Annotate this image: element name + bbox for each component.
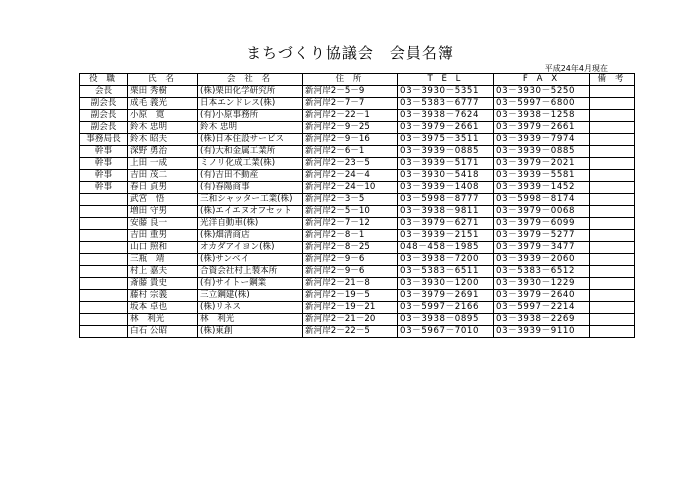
- table-row: [80, 230, 635, 242]
- cell-notes: [590, 122, 635, 134]
- cell-company: (株)畑清商店: [198, 230, 303, 242]
- cell-name: 栗田 秀樹: [128, 86, 198, 98]
- cell-fax: 03－5997－2214: [494, 302, 590, 314]
- cell-address: 新河岸2－24－10: [303, 182, 398, 194]
- cell-company: (株)エイエヌオフセット: [198, 206, 303, 218]
- table-row: [80, 86, 635, 98]
- cell-company: ミノリ化成工業(株): [198, 158, 303, 170]
- cell-name: 鈴木 忠明: [128, 122, 198, 134]
- cell-company: (株)日本住設サービス: [198, 134, 303, 146]
- cell-company: (株)リネス: [198, 302, 303, 314]
- cell-name: 春日 貞男: [128, 182, 198, 194]
- cell-company: 三和シャッター工業(株): [198, 194, 303, 206]
- cell-notes: [590, 278, 635, 290]
- cell-name: 坂本 卓也: [128, 302, 198, 314]
- cell-address: 新河岸2－8－1: [303, 230, 398, 242]
- cell-address: 新河岸2－9－16: [303, 134, 398, 146]
- cell-company: (株)東創: [198, 326, 303, 338]
- cell-company: (有)春陽商事: [198, 182, 303, 194]
- table-row: [80, 194, 635, 206]
- header-role: 役 職: [80, 74, 128, 86]
- cell-tel: 03－3979－2691: [398, 290, 494, 302]
- cell-fax: 03－3939－7974: [494, 134, 590, 146]
- cell-role: 副会長: [80, 98, 128, 110]
- cell-notes: [590, 86, 635, 98]
- cell-address: 新河岸2－21－20: [303, 314, 398, 326]
- cell-company: 日本エンドレス(株): [198, 98, 303, 110]
- cell-notes: [590, 254, 635, 266]
- cell-company: (有)吉田不動産: [198, 170, 303, 182]
- cell-name: 成毛 義光: [128, 98, 198, 110]
- cell-role: 幹事: [80, 158, 128, 170]
- cell-address: 新河岸2－3－5: [303, 194, 398, 206]
- table-row: [80, 314, 635, 326]
- table-row: [80, 254, 635, 266]
- cell-name: 白石 公昭: [128, 326, 198, 338]
- cell-name: 鈴木 昭夫: [128, 134, 198, 146]
- table-row: [80, 218, 635, 230]
- cell-role: [80, 194, 128, 206]
- cell-tel: 03－3939－0885: [398, 146, 494, 158]
- cell-address: 新河岸2－6－1: [303, 146, 398, 158]
- cell-notes: [590, 206, 635, 218]
- cell-role: 副会長: [80, 122, 128, 134]
- cell-company: 林 利光: [198, 314, 303, 326]
- cell-name: 林 利光: [128, 314, 198, 326]
- cell-fax: 03－3979－6099: [494, 218, 590, 230]
- cell-company: (有)大和金属工業所: [198, 146, 303, 158]
- cell-fax: 03－3939－9110: [494, 326, 590, 338]
- table-row: [80, 146, 635, 158]
- cell-address: 新河岸2－5－9: [303, 86, 398, 98]
- cell-fax: 03－5998－8174: [494, 194, 590, 206]
- cell-address: 新河岸2－9－25: [303, 122, 398, 134]
- cell-fax: 03－3979－2661: [494, 122, 590, 134]
- cell-tel: 03－3939－1408: [398, 182, 494, 194]
- cell-notes: [590, 158, 635, 170]
- cell-tel: 048－458－1985: [398, 242, 494, 254]
- cell-role: [80, 326, 128, 338]
- cell-name: 深野 勇治: [128, 146, 198, 158]
- cell-tel: 03－5997－2166: [398, 302, 494, 314]
- cell-role: 幹事: [80, 170, 128, 182]
- header-name: 氏 名: [128, 74, 198, 86]
- cell-fax: 03－3939－2060: [494, 254, 590, 266]
- table-header-row: [80, 74, 635, 86]
- table-row: [80, 278, 635, 290]
- cell-address: 新河岸2－9－6: [303, 254, 398, 266]
- header-fax: F A X: [494, 74, 590, 86]
- cell-company: (株)栗田化学研究所: [198, 86, 303, 98]
- cell-tel: 03－3938－9811: [398, 206, 494, 218]
- cell-role: 幹事: [80, 146, 128, 158]
- cell-fax: 03－3979－2640: [494, 290, 590, 302]
- cell-name: 三瓶 靖: [128, 254, 198, 266]
- cell-address: 新河岸2－7－7: [303, 98, 398, 110]
- cell-name: 増田 守男: [128, 206, 198, 218]
- table-row: [80, 326, 635, 338]
- cell-fax: 03－5997－6800: [494, 98, 590, 110]
- cell-notes: [590, 230, 635, 242]
- table-row: [80, 110, 635, 122]
- cell-role: [80, 230, 128, 242]
- cell-address: 新河岸2－21－8: [303, 278, 398, 290]
- cell-name: 吉田 重男: [128, 230, 198, 242]
- cell-notes: [590, 182, 635, 194]
- cell-fax: 03－3939－1452: [494, 182, 590, 194]
- cell-fax: 03－3930－5250: [494, 86, 590, 98]
- cell-notes: [590, 218, 635, 230]
- cell-address: 新河岸2－8－25: [303, 242, 398, 254]
- cell-company: 鈴木 忠明: [198, 122, 303, 134]
- cell-name: 上田 一成: [128, 158, 198, 170]
- cell-notes: [590, 134, 635, 146]
- cell-address: 新河岸2－23－5: [303, 158, 398, 170]
- cell-role: 副会長: [80, 110, 128, 122]
- cell-company: (有)サイトー鋼業: [198, 278, 303, 290]
- member-roster-table: [79, 73, 635, 338]
- cell-name: 村上 嘉夫: [128, 266, 198, 278]
- header-address: 住 所: [303, 74, 398, 86]
- cell-role: [80, 314, 128, 326]
- header-notes: 備 考: [590, 74, 635, 86]
- cell-company: オカダアイヨン(株): [198, 242, 303, 254]
- cell-fax: 03－3939－0885: [494, 146, 590, 158]
- cell-company: (株)サンベイ: [198, 254, 303, 266]
- cell-tel: 03－3930－5351: [398, 86, 494, 98]
- cell-name: 小原 寛: [128, 110, 198, 122]
- cell-name: 武宮 悟: [128, 194, 198, 206]
- cell-notes: [590, 290, 635, 302]
- table-row: [80, 242, 635, 254]
- cell-notes: [590, 98, 635, 110]
- cell-tel: 03－3938－7624: [398, 110, 494, 122]
- cell-address: 新河岸2－22－1: [303, 110, 398, 122]
- table-row: [80, 122, 635, 134]
- cell-notes: [590, 194, 635, 206]
- table-body: [80, 86, 635, 338]
- cell-tel: 03－5383－6511: [398, 266, 494, 278]
- cell-company: (有)小原事務所: [198, 110, 303, 122]
- cell-role: [80, 254, 128, 266]
- cell-fax: 03－3939－5581: [494, 170, 590, 182]
- cell-role: [80, 266, 128, 278]
- cell-notes: [590, 266, 635, 278]
- cell-fax: 03－3979－2021: [494, 158, 590, 170]
- cell-fax: 03－3979－5277: [494, 230, 590, 242]
- cell-company: 三立鋼建(株): [198, 290, 303, 302]
- table-row: [80, 98, 635, 110]
- cell-tel: 03－3979－2661: [398, 122, 494, 134]
- cell-fax: 03－3930－1229: [494, 278, 590, 290]
- cell-tel: 03－3930－5418: [398, 170, 494, 182]
- cell-role: [80, 206, 128, 218]
- cell-fax: 03－5383－6512: [494, 266, 590, 278]
- cell-address: 新河岸2－24－4: [303, 170, 398, 182]
- cell-role: [80, 278, 128, 290]
- header-tel: T E L: [398, 74, 494, 86]
- cell-role: 事務局長: [80, 134, 128, 146]
- cell-notes: [590, 326, 635, 338]
- cell-tel: 03－3938－0895: [398, 314, 494, 326]
- table-row: [80, 266, 635, 278]
- cell-address: 新河岸2－19－21: [303, 302, 398, 314]
- cell-tel: 03－3939－5171: [398, 158, 494, 170]
- cell-tel: 03－5967－7010: [398, 326, 494, 338]
- cell-name: 斎藤 貴史: [128, 278, 198, 290]
- as-of-date: 平成24年4月現在: [544, 64, 608, 73]
- cell-address: 新河岸2－9－6: [303, 266, 398, 278]
- cell-role: [80, 242, 128, 254]
- cell-role: [80, 218, 128, 230]
- cell-tel: 03－5998－8777: [398, 194, 494, 206]
- cell-notes: [590, 314, 635, 326]
- cell-company: 光洋自動車(株): [198, 218, 303, 230]
- header-company: 会 社 名: [198, 74, 303, 86]
- document-title: まちづくり協議会 会員名簿: [246, 44, 454, 62]
- cell-tel: 03－5383－6777: [398, 98, 494, 110]
- cell-notes: [590, 110, 635, 122]
- cell-tel: 03－3930－1200: [398, 278, 494, 290]
- cell-fax: 03－3938－2269: [494, 314, 590, 326]
- cell-name: 藤村 宗義: [128, 290, 198, 302]
- cell-company: 合資会社村上製本所: [198, 266, 303, 278]
- cell-tel: 03－3939－2151: [398, 230, 494, 242]
- cell-address: 新河岸2－22－5: [303, 326, 398, 338]
- cell-name: 安藤 良一: [128, 218, 198, 230]
- cell-role: [80, 302, 128, 314]
- cell-fax: 03－3938－1258: [494, 110, 590, 122]
- table-row: [80, 170, 635, 182]
- table-row: [80, 182, 635, 194]
- cell-name: 山口 照和: [128, 242, 198, 254]
- table-row: [80, 302, 635, 314]
- cell-notes: [590, 242, 635, 254]
- table-row: [80, 134, 635, 146]
- cell-notes: [590, 302, 635, 314]
- cell-notes: [590, 146, 635, 158]
- cell-fax: 03－3979－0068: [494, 206, 590, 218]
- table-row: [80, 290, 635, 302]
- cell-address: 新河岸2－5－10: [303, 206, 398, 218]
- cell-address: 新河岸2－19－5: [303, 290, 398, 302]
- table-row: [80, 206, 635, 218]
- cell-name: 吉田 茂二: [128, 170, 198, 182]
- cell-fax: 03－3979－3477: [494, 242, 590, 254]
- cell-tel: 03－3979－6271: [398, 218, 494, 230]
- cell-tel: 03－3975－3511: [398, 134, 494, 146]
- cell-notes: [590, 170, 635, 182]
- cell-role: [80, 290, 128, 302]
- cell-tel: 03－3938－7200: [398, 254, 494, 266]
- cell-role: 幹事: [80, 182, 128, 194]
- cell-role: 会長: [80, 86, 128, 98]
- cell-address: 新河岸2－7－12: [303, 218, 398, 230]
- table-row: [80, 158, 635, 170]
